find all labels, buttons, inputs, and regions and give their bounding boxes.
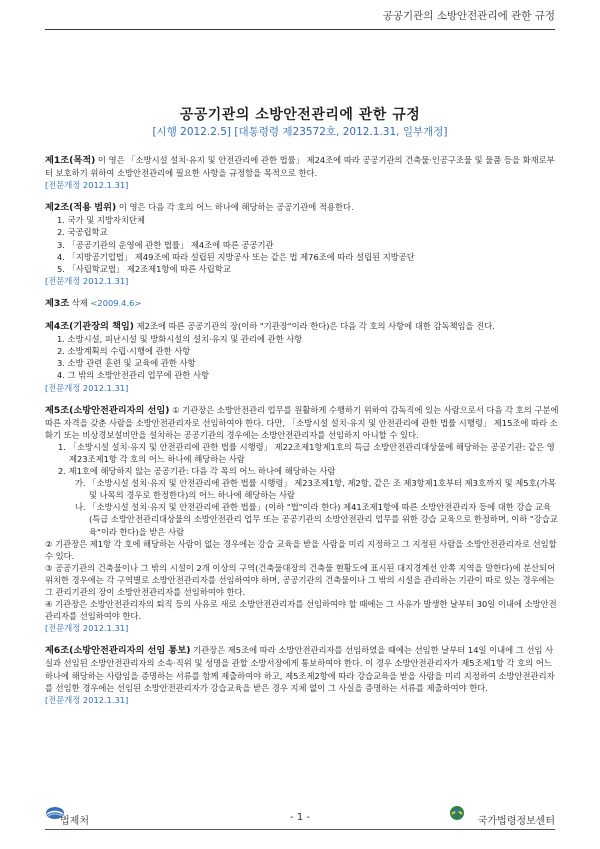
article-heading: 제3조 [45, 297, 70, 309]
article-heading: 제4조(기관장의 책임) [45, 321, 134, 333]
page-number: - 1 - [290, 812, 310, 823]
article-6 [45, 644, 560, 705]
list-item: 4. 그 밖의 소방안전관리 업무에 관한 사항 [57, 370, 209, 381]
document-subtitle: [시행 2012.2.5] [대통령령 제23572호, 2012.1.31, 일부개정] [152, 126, 448, 138]
list-item: 4. 「지방공기업법」 제49조에 따라 설립된 지방공사 또는 같은 법 제76조에 따라 설립된 지방공단 [57, 251, 415, 262]
footer-divider [45, 829, 555, 830]
article-1 [45, 154, 560, 191]
revision-note: [전문개정 2012.1.31] [45, 694, 129, 705]
running-header: 공공기관의 소방안전관리에 관한 규정 [382, 10, 555, 22]
article-heading: 제1조(목적) [45, 155, 96, 166]
sub-list-item: 나. 「소방시설 설치·유지 및 안전관리에 관한 법률」(이하 "법"이라 한다) 제41조제1항에 따른 소방안전관리자 등에 대한 강습 교육(특급 소방안전관리대상물의 소방안전관리 업무 또는 공공기관의 소방안전관리 업무를 위한 강습 교육으로 한정하며, 이하 "강습교육"이라 한다)을 받은 사람 [75, 502, 558, 537]
list-item: 2. 제1호에 해당하지 않는 공공기관: 다음 각 목의 어느 하나에 해당하는 사람 [58, 466, 336, 477]
article-text: 이 영은 다음 각 호의 어느 하나에 해당하는 공공기관에 적용한다. [116, 202, 354, 213]
article-heading: 제6조(소방안전관리자의 선임 통보) [45, 645, 191, 657]
list-item: 2. 소방계획의 수립·시행에 관한 사항 [57, 346, 191, 357]
header-divider [45, 29, 555, 30]
article-2 [45, 201, 560, 287]
list-item: 3. 소방 관련 훈련 및 교육에 관한 사항 [57, 358, 196, 369]
list-item: 2. 국공립학교 [57, 227, 108, 238]
paragraph: ④ 기관장은 소방안전관리자의 퇴직 등의 사유로 새로 소방안전관리자를 선임하여야 할 때에는 그 사유가 발생한 날부터 30일 이내에 소방안전관리자를 선임하여야 한다. [45, 599, 557, 622]
footer-right-text: 국가법령정보센터 [477, 816, 555, 827]
footer-left-text: 법제처 [60, 816, 89, 827]
article-3 [45, 297, 560, 310]
article-text: 이 영은 「소방시설 설치·유지 및 안전관리에 관한 법률」 제24조에 따라 공공기관의 건축물·인공구조물 및 물품 등을 화재로부터 보호하기 위하여 소방안전관리에 필요한 사항을 규정함을 목적으로 한다. [45, 155, 555, 179]
list-item: 1. 「소방시설 설치·유지 및 안전관리에 관한 법률 시행령」 제22조제1항제1호의 특급 소방안전관리대상물에 해당하는 공공기관: 같은 영 제23조제1항 각 호의 어느 하나에 해당하는 사람 [58, 441, 555, 464]
article-heading: 제5조(소방안전관리자의 선임) [45, 404, 170, 416]
list-item: 1. 소방시설, 피난시설 및 방화시설의 설치·유지 및 관리에 관한 사항 [57, 334, 303, 345]
law-center-logo-icon [449, 805, 465, 821]
paragraph: ② 기관장은 제1항 각 호에 해당하는 사람이 없는 경우에는 강습 교육을 받을 사람을 미리 지정하고 그 지정된 사람을 소방안전관리자로 선임할 수 있다. [45, 538, 557, 561]
article-heading: 제2조(적용 범위) [45, 202, 117, 214]
list-item: 1. 국가 및 지방자치단체 [57, 215, 145, 226]
revision-note: [전문개정 2012.1.31] [45, 382, 129, 393]
revision-note: [전문개정 2012.1.31] [45, 275, 129, 286]
article-text: ① 기관장은 소방안전관리 업무를 원활하게 수행하기 위하여 감독직에 있는 사람으로서 다음 각 호의 구분에 따른 자격을 갖춘 사람을 소방안전관리자로 선임하여야 한다. 다만, 「소방시설 설치·유지 및 안전관리에 관한 법률 시행령」 제15조에 따라 소화기 또는 비상경보설비만을 설치하는 공공기관의 경우에는 소방안전관리자를 선임하지 아니할 수 있다. [45, 404, 559, 440]
article-text: 제2조에 따른 공공기관의 장(이하 "기관장"이라 한다)은 다음 각 호의 사항에 대한 감독책임을 진다. [134, 321, 495, 332]
article-4 [45, 320, 560, 394]
deletion-date: <2009.4.6> [90, 297, 142, 308]
paragraph: ③ 공공기관의 건축물이나 그 밖의 시설이 2개 이상의 구역(건축물대장의 건축물 현황도에 표시된 대지경계선 안쪽 지역을 말한다)에 분산되어 위치한 경우에는 각 구역별로 소방안전관리자를 선임하여야 하며, 공공기관의 건축물이나 그 밖의 시설을 관리하는 기관이 따로 있는 경우에는 그 관리기관의 장이 소방안전관리자를 선임하여야 한다. [45, 562, 556, 597]
article-text: 삭제 [69, 297, 91, 308]
list-item: 5. 「사립학교법」 제2조제1항에 따른 사립학교 [57, 263, 231, 274]
article-5 [45, 404, 560, 635]
document-title: 공공기관의 소방안전관리에 관한 규정 [179, 107, 421, 123]
sub-list-item: 가. 「소방시설 설치·유지 및 안전관리에 관한 법률 시행령」 제23조제1항, 제2항, 같은 조 제3항제1호부터 제3호까지 및 제5호(가목 및 나목의 경우로 한정한다)의 어느 하나에 해당하는 사람 [75, 478, 556, 501]
revision-note: [전문개정 2012.1.31] [45, 623, 129, 634]
revision-note: [전문개정 2012.1.31] [45, 180, 129, 191]
list-item: 3. 「공공기관의 운영에 관한 법률」 제4조에 따른 공공기관 [57, 239, 274, 250]
document-body [45, 154, 560, 716]
article-text: 기관장은 제5조에 따라 소방안전관리자를 선임하였을 때에는 선임한 날부터 14일 이내에 그 선임 사실과 선임된 소방안전관리자의 소속·직위 및 성명을 관할 소방서장에게 통보하여야 한다. 이 경우 소방안전관리자가 제5조제1항 각 호의 어느 하나에 해당하는 사람임을 증명하는 서류를 함께 제출하여야 하고, 제5조제2항에 따라 강습교육을 받을 사람을 미리 지정하여 소방안전관리자를 선임한 경우에는 선임된 소방안전관리자가 강습교육을 받은 경우 지체 없이 그 사실을 증명하는 서류를 제출하여야 한다. [45, 645, 555, 693]
